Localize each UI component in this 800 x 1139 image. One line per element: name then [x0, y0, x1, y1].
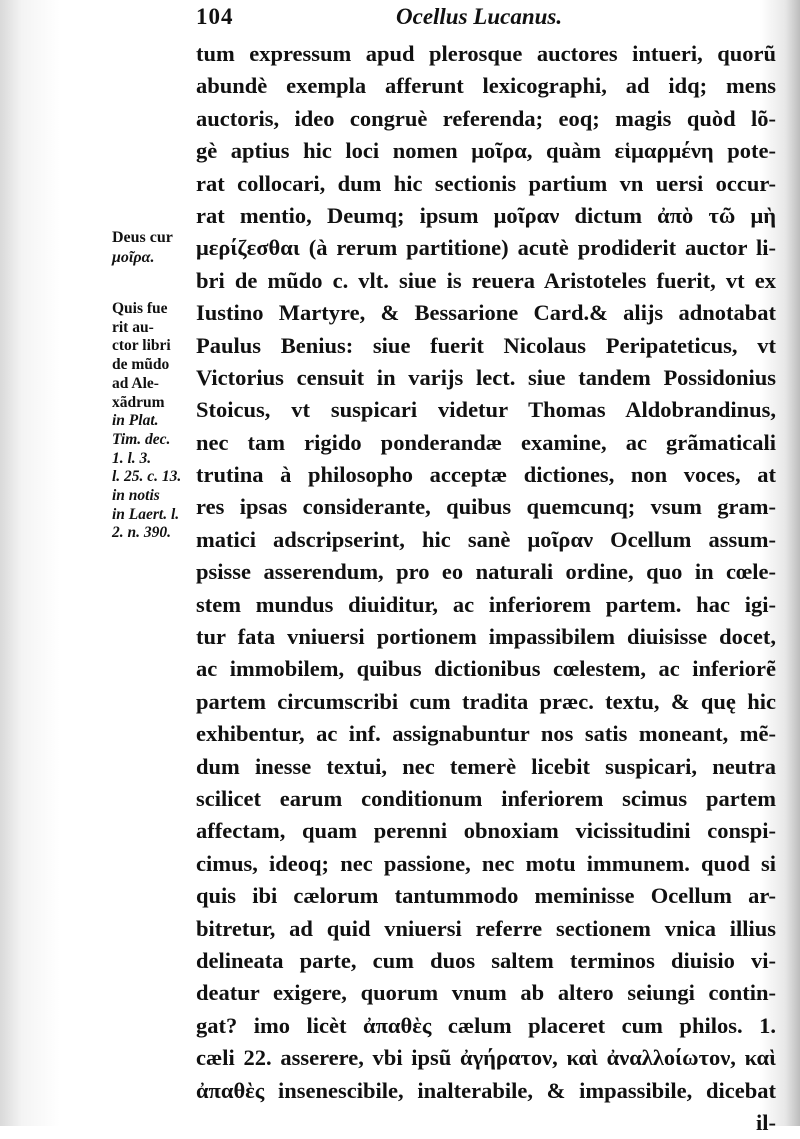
text-line: cæli 22. asserere, vbi ipsũ ἀγήρατον, καὶ ἀναλλοίωτον, καὶ: [196, 1045, 776, 1071]
text-line: nec tam rigido ponderandæ examine, ac grãmaticali: [196, 429, 776, 455]
text-line: matici adscripserint, hic sanè μοῖραν Ocellum assum-: [196, 526, 776, 552]
running-title: Ocellus Lucanus.: [396, 4, 563, 29]
text-line: Paulus Benius: siue fuerit Nicolaus Peripateticus, vt: [196, 332, 776, 358]
marginal-line: Deus cur: [112, 229, 173, 246]
text-line: abundè exempla afferunt lexicographi, ad idq; mens: [196, 73, 776, 99]
text-line: affectam, quam perenni obnoxiam vicissitudini conspi-: [196, 818, 776, 844]
text-line: gè aptius hic loci nomen μοῖρα, quàm εἱμαρμένη pote-: [196, 138, 776, 164]
marginal-line: xãdrum: [112, 393, 165, 411]
text-line: gat? imo licèt ἀπαθὲς cælum placeret cum philos. 1.: [196, 1012, 776, 1038]
text-line: bri de mũdo c. vlt. siue is reuera Aristoteles fuerit, vt ex: [196, 267, 776, 293]
text-line: cimus, ideoq; nec passione, nec motu immunem. quod si: [196, 850, 776, 876]
text-line: scilicet earum conditionum inferiorem scimus partem: [196, 785, 776, 811]
page-number: 104: [196, 4, 234, 29]
text-line: bitretur, ad quid vniuersi referre sectionem vnica illius: [196, 915, 776, 941]
text-line: il-: [756, 1109, 776, 1135]
text-line: trutina à philosopho acceptæ dictiones, non voces, at: [196, 462, 776, 488]
text-line: tum expressum apud plerosque auctores intueri, quorũ: [196, 41, 776, 66]
marginal-line: in Plat.: [112, 412, 159, 430]
text-line: dum inesse textui, nec temerè licebit suspicari, neutra: [196, 753, 776, 779]
text-line: Iustino Martyre, & Bessarione Card.& alijs adnotabat: [196, 300, 776, 326]
text-line: rat collocari, dum hic sectionis partium vn uersi occur-: [196, 170, 776, 196]
text-line: deatur exigere, quorum vnum ab altero seiungi contin-: [196, 980, 776, 1006]
text-line: ac immobilem, quibus dictionibus cœlestem, ac inferiorẽ: [196, 656, 776, 682]
text-line: Stoicus, vt suspicari videtur Thomas Aldobrandinus,: [196, 397, 776, 423]
text-line: quis ibi cælorum tantummodo meminisse Ocellum ar-: [196, 883, 776, 909]
marginal-line: Quis fue: [112, 300, 168, 317]
text-line: delineata parte, cum duos saltem terminos diuisio vi-: [196, 947, 776, 973]
marginal-line: 2. n. 390.: [112, 524, 171, 542]
marginal-line: μοῖρα.: [112, 249, 155, 266]
text-line: rat mentio, Deumq; ipsum μοῖραν dictum ἀπὸ τῶ μὴ: [196, 202, 776, 228]
marginal-line: in Laert. l.: [112, 505, 180, 523]
text-line: μερίζεσθαι (à rerum partitione) acutè prodiderit auctor li-: [196, 235, 776, 261]
text-line: res ipsas considerante, quibus quemcunq; vsum gram-: [196, 494, 776, 520]
text-line: stem mundus diuiditur, ac inferiorem partem. hac igi-: [196, 591, 776, 617]
text-line: partem circumscribi cum tradita præc. textu, & quę hic: [196, 688, 776, 714]
marginal-line: l. 25. c. 13.: [112, 468, 182, 486]
marginal-line: ad Ale-: [112, 374, 159, 392]
marginal-line: de mũdo: [112, 356, 170, 374]
text-line: tur fata vniuersi portionem impassibilem diuisisse docet,: [196, 624, 776, 650]
main-text-block: [196, 38, 776, 1139]
marginal-line: in notis: [112, 487, 160, 505]
text-line: ἀπαθὲς insenescibile, inalterabile, & impassibile, dicebat: [196, 1077, 776, 1103]
text-line: auctoris, ideo congruè referenda; eoq; magis quòd lõ-: [196, 105, 776, 131]
text-line: Victorius censuit in varijs lect. siue tandem Possidonius: [196, 364, 776, 390]
marginal-line: Tim. dec.: [112, 430, 171, 448]
marginal-note-deus: [112, 228, 194, 268]
marginal-line: ctor libri: [112, 337, 171, 355]
text-line: psisse asserendum, pro eo naturali ordine, quo in cœle-: [196, 559, 776, 585]
page-header: [196, 4, 756, 32]
marginal-note-author: [112, 300, 196, 543]
marginal-line: 1. l. 3.: [112, 449, 152, 467]
text-line: exhibentur, ac inf. assignabuntur nos satis moneant, mẽ-: [196, 721, 776, 747]
marginal-line: rit au-: [112, 318, 154, 336]
